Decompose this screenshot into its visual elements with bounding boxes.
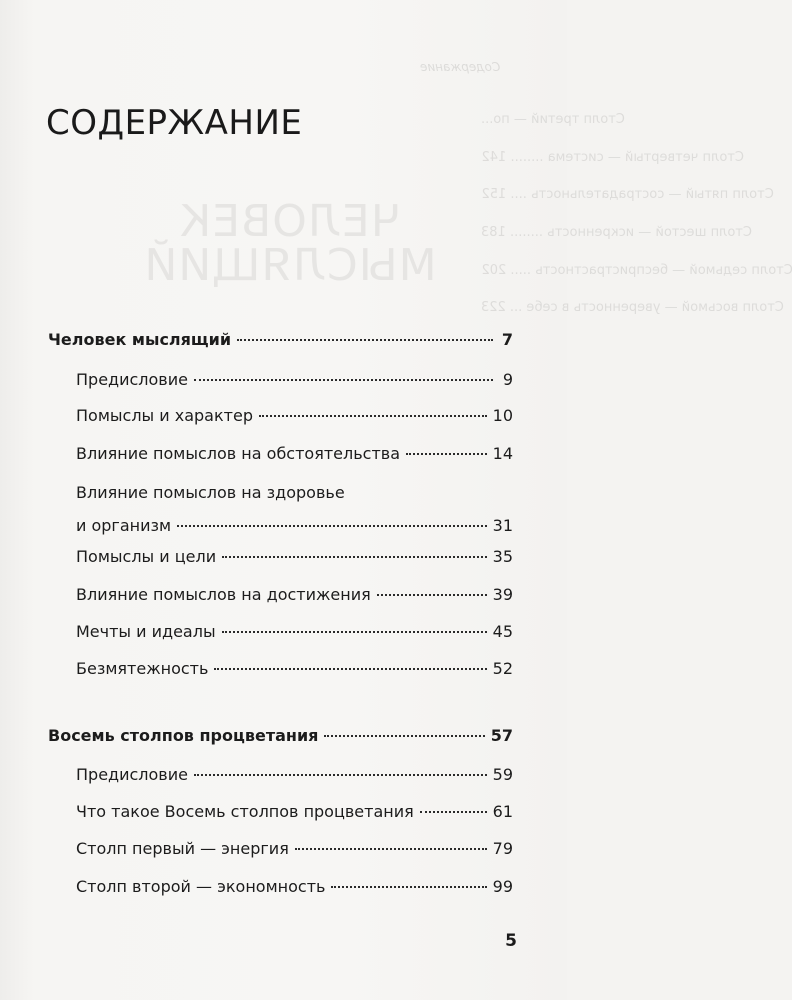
dot-leader: [177, 525, 487, 527]
toc-page-number: 7: [501, 330, 513, 349]
dot-leader: [406, 453, 487, 455]
toc-chapter-entry[interactable]: [76, 405, 513, 427]
toc-chapter-label: Влияние помыслов на обстоятельства: [76, 444, 401, 463]
toc-chapter-label: Помыслы и характер: [76, 406, 253, 425]
toc-chapter-label: Мечты и идеалы: [76, 622, 216, 641]
toc-chapter-label: Безмятежность: [76, 659, 209, 678]
dot-leader: [259, 415, 487, 417]
toc-page-number: 9: [502, 370, 513, 389]
toc-chapter-entry[interactable]: [76, 443, 513, 465]
toc-chapter-entry[interactable]: [76, 801, 513, 823]
toc-chapter-label: Влияние помыслов на достижения: [76, 585, 371, 604]
dot-leader: [194, 379, 493, 381]
ghost-line: Столп седьмой — беспристрастность ..... 202: [481, 263, 792, 278]
toc-page-number: 14: [492, 444, 513, 463]
dot-leader: [420, 811, 487, 813]
toc-chapter-label: Помыслы и цели: [76, 547, 217, 566]
toc-chapter-label: Что такое Восемь столпов процветания: [76, 802, 414, 821]
toc-chapter-label: Столп второй — экономность: [76, 877, 326, 896]
toc-chapter-label: Влияние помыслов на здоровье: [76, 483, 345, 502]
toc-part-label: Человек мыслящий: [48, 330, 232, 349]
toc-chapter-entry[interactable]: [76, 546, 513, 568]
ghost-title: ЧЕЛОВЕК МЫСЛЯЩИЙ: [143, 196, 437, 291]
toc-chapter-entry[interactable]: [76, 584, 513, 606]
ghost-line: Столп шестой — искренность ........ 183: [481, 225, 752, 240]
toc-page-number: 10: [492, 406, 513, 425]
toc-page-number: 61: [492, 802, 513, 821]
dot-leader: [331, 886, 486, 888]
dot-leader: [222, 556, 487, 558]
toc-chapter-entry[interactable]: [76, 838, 513, 860]
dot-leader: [194, 774, 487, 776]
toc-chapter-entry[interactable]: [76, 621, 513, 643]
page-number: 5: [505, 931, 517, 951]
toc-page-number: 31: [492, 516, 513, 535]
toc-part-label: Восемь столпов процветания: [48, 726, 319, 745]
toc-page-number: 35: [492, 547, 513, 566]
dot-leader: [237, 339, 493, 341]
toc-part-entry[interactable]: [48, 725, 513, 747]
toc-part-entry[interactable]: [48, 329, 513, 351]
toc-chapter-label-continued: и организм: [76, 516, 172, 535]
toc-page-number: 79: [492, 839, 513, 858]
dot-leader: [214, 668, 486, 670]
toc-page-number: 52: [492, 659, 513, 678]
ghost-line: Столп третий — по...: [481, 112, 625, 127]
toc-chapter-entry[interactable]: [76, 764, 513, 786]
toc-page-number: 45: [492, 622, 513, 641]
toc-page-number: 99: [492, 877, 513, 896]
toc-chapter-label: Предисловие: [76, 370, 188, 389]
toc-chapter-label: Столп первый — энергия: [76, 839, 289, 858]
toc-chapter-entry[interactable]: [76, 876, 513, 898]
ghost-line: Столп четвертый — система ........ 142: [481, 150, 744, 165]
toc-chapter-label: Предисловие: [76, 765, 188, 784]
toc-chapter-entry[interactable]: [76, 658, 513, 680]
ghost-line: Столп пятый — сострадательность .... 152: [481, 187, 774, 202]
ghost-running-head: Содержание: [420, 60, 501, 74]
toc-page-number: 39: [492, 585, 513, 604]
dot-leader: [324, 735, 484, 737]
page-title: СОДЕРЖАНИЕ: [46, 103, 303, 143]
ghost-line: Столп восьмой — уверенность в себе ... 223: [481, 300, 784, 315]
toc-chapter-entry[interactable]: [76, 369, 513, 391]
dot-leader: [377, 594, 487, 596]
toc-chapter-entry[interactable]: [76, 482, 513, 537]
dot-leader: [295, 848, 487, 850]
toc-page-number: 57: [490, 726, 513, 745]
toc-page-number: 59: [492, 765, 513, 784]
dot-leader: [222, 631, 487, 633]
